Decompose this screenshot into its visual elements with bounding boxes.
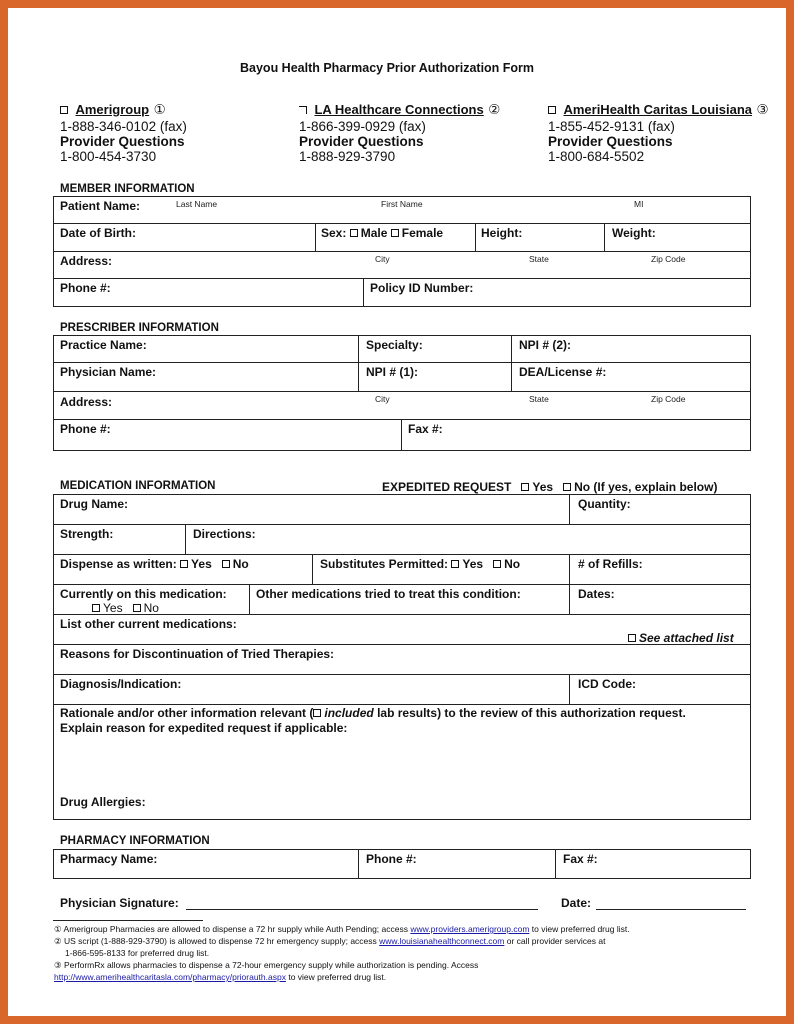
- policy-id-label: Policy ID Number:: [370, 281, 474, 295]
- plan-marker: ②: [488, 102, 501, 117]
- signature-line[interactable]: [186, 909, 538, 910]
- weight-label: Weight:: [612, 226, 656, 240]
- reasons-label: Reasons for Discontinuation of Tried Therapies:: [60, 647, 335, 661]
- footnote-3: [54, 960, 478, 971]
- footnote-text: US script (1-888-929-3790) is allowed to dispense 72 hr emergency supply; access: [64, 936, 377, 946]
- footnote-3-cont: [54, 972, 386, 982]
- plan-checkbox-amerigroup[interactable]: [60, 106, 68, 114]
- currently-yes-label: Yes: [103, 601, 123, 615]
- strength-label: Strength:: [60, 527, 114, 541]
- sex-label-text: Sex:: [321, 226, 347, 240]
- prescriber-table: [53, 335, 751, 451]
- dispense-no-checkbox[interactable]: [222, 560, 230, 568]
- drug-name-label: Drug Name:: [60, 497, 129, 511]
- plan-fax: 1-866-399-0929 (fax): [299, 119, 426, 134]
- patient-name-label: Patient Name:: [60, 199, 141, 213]
- quantity-label: Quantity:: [578, 497, 631, 511]
- specialty-label: Specialty:: [366, 338, 423, 352]
- see-attached-checkbox[interactable]: [628, 634, 636, 642]
- currently-no-checkbox[interactable]: [133, 604, 141, 612]
- currently-options: [92, 601, 159, 615]
- plan-fax: 1-888-346-0102 (fax): [60, 119, 187, 134]
- dispense-label: Dispense as written:: [60, 557, 177, 571]
- expedited-no-checkbox[interactable]: [563, 483, 571, 491]
- included-checkbox[interactable]: [313, 709, 321, 717]
- male-checkbox[interactable]: [350, 229, 358, 237]
- state-sublabel: State: [529, 394, 549, 404]
- male-label: Male: [360, 226, 388, 240]
- dispense-yes-checkbox[interactable]: [180, 560, 188, 568]
- substitutes-yes-label: Yes: [462, 557, 484, 571]
- dea-label: DEA/License #:: [519, 365, 607, 379]
- footnote-marker: ①: [54, 924, 62, 934]
- plan-amerigroup: [60, 101, 187, 164]
- louisiana-health-link[interactable]: www.louisianahealthconnect.com: [379, 936, 505, 946]
- plan-marker: ③: [756, 102, 769, 117]
- plan-name: Amerigroup: [75, 102, 150, 117]
- sex-label: [321, 226, 443, 240]
- pharmacy-name-label: Pharmacy Name:: [60, 852, 158, 866]
- female-label: Female: [401, 226, 444, 240]
- see-attached-label: See attached list: [639, 631, 734, 645]
- rationale-included: included: [324, 706, 374, 720]
- other-tried-label: Other medications tried to treat this condition:: [256, 587, 521, 601]
- footnote-text: or call provider services at: [506, 936, 606, 946]
- footnote-2-cont: 1-866-595-8133 for preferred drug list.: [65, 948, 210, 958]
- member-heading: MEMBER INFORMATION: [60, 183, 195, 195]
- member-address-label: Address:: [60, 254, 113, 268]
- footnote-marker: ③: [54, 960, 62, 970]
- plan-questions-label: Provider Questions: [60, 134, 185, 149]
- prescriber-heading: PRESCRIBER INFORMATION: [60, 322, 219, 334]
- practice-name-label: Practice Name:: [60, 338, 147, 352]
- city-sublabel: City: [375, 254, 390, 264]
- footnote-2: [54, 936, 605, 947]
- footnote-marker: ②: [54, 936, 62, 946]
- refills-label: # of Refills:: [578, 557, 643, 571]
- footnote-text: Amerigroup Pharmacies are allowed to dispense a 72 hr supply while Auth Pending; access: [63, 924, 408, 934]
- rationale-text-a: Rationale and/or other information relevant (: [60, 706, 314, 720]
- patient-name-field[interactable]: [53, 208, 751, 223]
- pharmacy-phone-label: Phone #:: [366, 852, 417, 866]
- list-other-label: List other current medications:: [60, 617, 237, 631]
- icd-label: ICD Code:: [578, 677, 636, 691]
- expedited-no-label: No (If yes, explain below): [574, 480, 718, 494]
- pharmacy-fax-label: Fax #:: [563, 852, 598, 866]
- member-phone-label: Phone #:: [60, 281, 111, 295]
- prescriber-phone-label: Phone #:: [60, 422, 111, 436]
- height-label: Height:: [481, 226, 523, 240]
- currently-no-label: No: [143, 601, 159, 615]
- currently-yes-checkbox[interactable]: [92, 604, 100, 612]
- explain-label: Explain reason for expedited request if applicable:: [60, 721, 348, 735]
- directions-label: Directions:: [193, 527, 256, 541]
- date-label: Date:: [561, 896, 592, 910]
- footnote-1: [54, 924, 630, 935]
- date-line[interactable]: [596, 909, 746, 910]
- substitutes-permitted: [320, 557, 520, 571]
- expedited-label: EXPEDITED REQUEST: [382, 480, 512, 494]
- plan-la-healthcare: [299, 101, 500, 164]
- plan-phone: 1-888-929-3790: [299, 149, 396, 164]
- plan-questions-label: Provider Questions: [299, 134, 424, 149]
- npi2-label: NPI # (2):: [519, 338, 572, 352]
- form-title: Bayou Health Pharmacy Prior Authorization Form: [240, 61, 535, 75]
- dispense-as-written: [60, 557, 249, 571]
- physician-name-label: Physician Name:: [60, 365, 157, 379]
- mi-sublabel: MI: [634, 199, 644, 209]
- rationale-field[interactable]: [54, 737, 750, 792]
- plan-phone: 1-800-454-3730: [60, 149, 157, 164]
- plan-questions-label: Provider Questions: [548, 134, 673, 149]
- prescriber-address-label: Address:: [60, 395, 113, 409]
- city-sublabel: City: [375, 394, 390, 404]
- expedited-yes-checkbox[interactable]: [521, 483, 529, 491]
- plan-name: AmeriHealth Caritas Louisiana: [563, 102, 753, 117]
- last-name-sublabel: Last Name: [176, 199, 218, 209]
- substitutes-yes-checkbox[interactable]: [451, 560, 459, 568]
- substitutes-label: Substitutes Permitted:: [320, 557, 449, 571]
- zip-sublabel: Zip Code: [651, 394, 686, 404]
- footnote-text: PerformRx allows pharmacies to dispense a 72-hour emergency supply while authorization is pending. Access: [64, 960, 479, 970]
- plan-fax: 1-855-452-9131 (fax): [548, 119, 675, 134]
- prescriber-fax-label: Fax #:: [408, 422, 443, 436]
- amerigroup-link[interactable]: www.providers.amerigroup.com: [410, 924, 530, 934]
- state-sublabel: State: [529, 254, 549, 264]
- amerihealth-link[interactable]: http://www.amerihealthcaritasla.com/pharmacy/priorauth.aspx: [54, 972, 286, 982]
- currently-label: Currently on this medication:: [60, 587, 227, 601]
- footnote-text: to view preferred drug list.: [288, 972, 387, 982]
- plan-checkbox-amerihealth[interactable]: [548, 106, 556, 114]
- physician-signature-label: Physician Signature:: [60, 896, 179, 910]
- substitutes-no-checkbox[interactable]: [493, 560, 501, 568]
- expedited-yes-label: Yes: [532, 480, 554, 494]
- dates-label: Dates:: [578, 587, 615, 601]
- plan-name: LA Healthcare Connections: [314, 102, 484, 117]
- plan-amerihealth: [548, 101, 769, 164]
- plan-marker: ①: [153, 102, 166, 117]
- medication-heading: MEDICATION INFORMATION: [60, 480, 216, 492]
- zip-sublabel: Zip Code: [651, 254, 686, 264]
- substitutes-no-label: No: [504, 557, 521, 571]
- rationale-text-b: lab results) to the review of this authorization request.: [377, 706, 686, 720]
- dispense-yes-label: Yes: [191, 557, 212, 571]
- dob-label: Date of Birth:: [60, 226, 136, 240]
- see-attached: [628, 631, 734, 645]
- diagnosis-label: Diagnosis/Indication:: [60, 677, 182, 691]
- npi1-label: NPI # (1):: [366, 365, 419, 379]
- rationale-label: [60, 706, 686, 720]
- plan-phone: 1-800-684-5502: [548, 149, 645, 164]
- first-name-sublabel: First Name: [381, 199, 423, 209]
- footnote-text: to view preferred drug list.: [531, 924, 630, 934]
- plan-checkbox-la-healthcare[interactable]: [299, 106, 307, 114]
- female-checkbox[interactable]: [391, 229, 399, 237]
- expedited-request: [382, 480, 717, 494]
- allergies-label: Drug Allergies:: [60, 795, 146, 809]
- dispense-no-label: No: [232, 557, 249, 571]
- footnote-divider: [53, 920, 203, 921]
- pharmacy-heading: PHARMACY INFORMATION: [60, 835, 210, 847]
